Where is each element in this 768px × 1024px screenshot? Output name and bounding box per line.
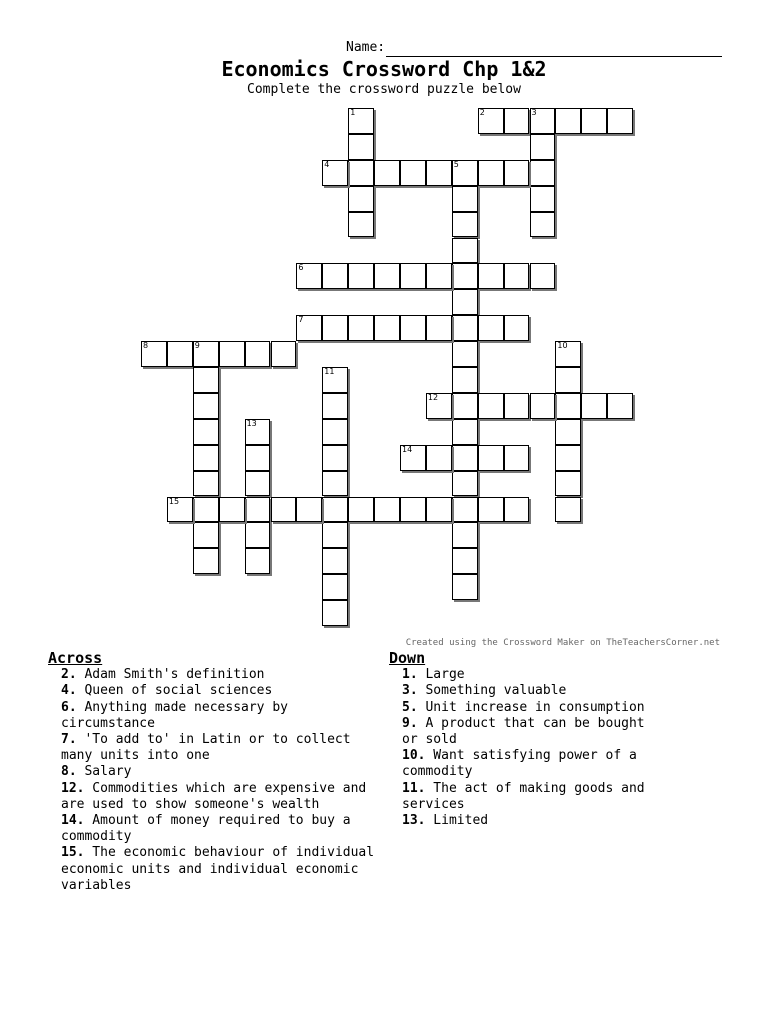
grid-cell[interactable] xyxy=(426,445,452,471)
grid-cell[interactable] xyxy=(452,289,478,315)
down-clue xyxy=(389,716,649,748)
clue-text: Something valuable xyxy=(417,683,567,699)
clue-number: 11. xyxy=(402,780,426,796)
grid-cell[interactable] xyxy=(322,263,348,289)
grid-cell[interactable] xyxy=(348,186,374,212)
grid-cell[interactable] xyxy=(504,160,530,186)
across-clue-list xyxy=(48,667,378,894)
grid-cell[interactable] xyxy=(322,497,348,523)
clue-number: 8. xyxy=(61,764,77,780)
grid-cell[interactable] xyxy=(348,212,374,238)
grid-cell[interactable] xyxy=(452,419,478,445)
grid-cell[interactable] xyxy=(400,315,426,341)
grid-cell[interactable] xyxy=(530,160,556,186)
grid-cell[interactable] xyxy=(374,497,400,523)
clue-number: 15. xyxy=(61,845,85,861)
cell-number: 6 xyxy=(298,263,304,273)
credit-text: Created using the Crossword Maker on TheTeachersCorner.net xyxy=(405,638,720,648)
across-clue xyxy=(48,732,378,764)
cell-number: 9 xyxy=(194,341,200,351)
grid-cell[interactable] xyxy=(581,393,607,419)
grid-cell[interactable] xyxy=(452,367,478,393)
grid-cell[interactable] xyxy=(607,393,633,419)
grid-cell[interactable] xyxy=(530,108,556,134)
clue-number: 5. xyxy=(402,699,418,715)
cell-number: 2 xyxy=(479,108,485,117)
clue-number: 4. xyxy=(61,683,77,699)
grid-cell[interactable] xyxy=(193,445,219,471)
cell-number: 13 xyxy=(246,418,257,428)
grid-cell[interactable] xyxy=(452,522,478,548)
grid-cell[interactable] xyxy=(400,263,426,289)
grid-cell[interactable] xyxy=(245,471,271,497)
across-clue xyxy=(48,667,378,683)
grid-cell[interactable] xyxy=(271,341,297,367)
cell-number: 7 xyxy=(298,315,304,325)
grid-cell[interactable] xyxy=(193,548,219,574)
grid-cell[interactable] xyxy=(296,263,322,289)
grid-cell[interactable] xyxy=(555,445,581,471)
grid-cell[interactable] xyxy=(607,108,633,134)
grid-cell[interactable] xyxy=(452,393,478,419)
grid-cell[interactable] xyxy=(478,108,504,134)
grid-cell[interactable] xyxy=(193,367,219,393)
grid-cell[interactable] xyxy=(555,108,581,134)
grid-cell[interactable] xyxy=(478,263,504,289)
grid-cell[interactable] xyxy=(348,160,374,186)
grid-cell[interactable] xyxy=(452,471,478,497)
clue-number: 7. xyxy=(61,732,77,748)
across-heading: Across xyxy=(48,649,103,667)
down-clues xyxy=(389,650,649,829)
across-clue xyxy=(48,683,378,699)
grid-cell[interactable] xyxy=(504,445,530,471)
grid-cell[interactable] xyxy=(245,341,271,367)
grid-cell[interactable] xyxy=(322,367,348,393)
grid-cell[interactable] xyxy=(245,522,271,548)
grid-cell[interactable] xyxy=(141,341,167,367)
grid-cell[interactable] xyxy=(193,497,219,523)
clue-text: 'To add to' in Latin or to collect many units into one xyxy=(61,732,351,764)
clue-text: Adam Smith's definition xyxy=(76,667,265,683)
clue-number: 1. xyxy=(402,667,418,683)
clue-text: Amount of money required to buy a commodity xyxy=(61,813,351,845)
clue-text: Queen of social sciences xyxy=(76,683,273,699)
clue-text: Anything made necessary by circumstance xyxy=(61,699,288,731)
across-clue xyxy=(48,813,378,845)
grid-cell[interactable] xyxy=(452,341,478,367)
grid-cell[interactable] xyxy=(322,522,348,548)
clue-text: Want satisfying power of a commodity xyxy=(402,748,637,780)
across-clues xyxy=(48,650,378,894)
grid-cell[interactable] xyxy=(271,497,297,523)
grid-cell[interactable] xyxy=(555,393,581,419)
grid-cell[interactable] xyxy=(193,522,219,548)
grid-cell[interactable] xyxy=(348,497,374,523)
grid-cell[interactable] xyxy=(296,315,322,341)
grid-cell[interactable] xyxy=(400,160,426,186)
grid-cell[interactable] xyxy=(348,108,374,134)
grid-cell[interactable] xyxy=(530,212,556,238)
down-clue xyxy=(389,700,649,716)
grid-cell[interactable] xyxy=(245,419,271,445)
down-clue xyxy=(389,813,649,829)
clue-text: A product that can be bought or sold xyxy=(402,715,645,748)
grid-cell[interactable] xyxy=(478,445,504,471)
grid-cell[interactable] xyxy=(374,263,400,289)
cell-number: 10 xyxy=(557,341,568,351)
grid-cell[interactable] xyxy=(348,315,374,341)
grid-cell[interactable] xyxy=(193,393,219,419)
grid-cell[interactable] xyxy=(426,315,452,341)
grid-cell[interactable] xyxy=(452,212,478,238)
grid-cell[interactable] xyxy=(504,393,530,419)
grid-cell[interactable] xyxy=(452,238,478,264)
grid-cell[interactable] xyxy=(504,497,530,523)
grid-cell[interactable] xyxy=(581,108,607,134)
page-title: Economics Crossword Chp 1&2 xyxy=(221,57,547,81)
grid-cell[interactable] xyxy=(530,393,556,419)
grid-cell[interactable] xyxy=(348,134,374,160)
grid-cell[interactable] xyxy=(245,548,271,574)
grid-cell[interactable] xyxy=(555,367,581,393)
clue-text: Salary xyxy=(76,764,132,780)
grid-cell[interactable] xyxy=(322,393,348,419)
clue-number: 6. xyxy=(61,699,77,715)
grid-cell[interactable] xyxy=(426,160,452,186)
grid-cell[interactable] xyxy=(504,315,530,341)
grid-cell[interactable] xyxy=(322,600,348,626)
grid-cell[interactable] xyxy=(193,471,219,497)
grid-cell[interactable] xyxy=(322,315,348,341)
grid-cell[interactable] xyxy=(478,315,504,341)
grid-cell[interactable] xyxy=(452,445,478,471)
cell-number: 11 xyxy=(324,367,335,376)
clue-number: 13. xyxy=(402,813,426,829)
grid-cell[interactable] xyxy=(478,393,504,419)
grid-cell[interactable] xyxy=(193,341,219,367)
cell-number: 3 xyxy=(531,108,537,117)
name-label: Name: xyxy=(346,40,386,55)
grid-cell[interactable] xyxy=(322,548,348,574)
grid-cell[interactable] xyxy=(322,574,348,600)
grid-cell[interactable] xyxy=(478,160,504,186)
down-clue xyxy=(389,683,649,699)
grid-cell[interactable] xyxy=(245,497,271,523)
grid-cell[interactable] xyxy=(504,108,530,134)
grid-cell[interactable] xyxy=(452,315,478,341)
clue-number: 3. xyxy=(402,683,418,699)
clue-text: Commodities which are expensive and are used to show someone's wealth xyxy=(61,780,367,812)
grid-cell[interactable] xyxy=(504,263,530,289)
cell-number: 4 xyxy=(324,159,330,169)
grid-cell[interactable] xyxy=(348,263,374,289)
clue-number: 10. xyxy=(402,748,426,764)
cell-number: 8 xyxy=(143,341,149,351)
cell-number: 15 xyxy=(168,496,180,506)
grid-cell[interactable] xyxy=(452,574,478,600)
grid-cell[interactable] xyxy=(452,263,478,289)
clue-text: Unit increase in consumption xyxy=(417,699,645,715)
cell-number: 1 xyxy=(350,108,356,117)
down-heading: Down xyxy=(389,649,426,667)
grid-cell[interactable] xyxy=(426,263,452,289)
down-clue xyxy=(389,667,649,683)
grid-cell[interactable] xyxy=(478,497,504,523)
grid-cell[interactable] xyxy=(322,471,348,497)
grid-cell[interactable] xyxy=(193,419,219,445)
clue-number: 2. xyxy=(61,667,77,683)
grid-cell[interactable] xyxy=(322,445,348,471)
grid-cell[interactable] xyxy=(322,160,348,186)
grid-cell[interactable] xyxy=(219,341,245,367)
grid-cell[interactable] xyxy=(530,263,556,289)
grid-cell[interactable] xyxy=(452,548,478,574)
grid-cell[interactable] xyxy=(374,315,400,341)
down-clue xyxy=(389,748,649,780)
grid-cell[interactable] xyxy=(245,445,271,471)
grid-cell[interactable] xyxy=(400,497,426,523)
clue-text: The economic behaviour of individual economic units and individual economic variables xyxy=(61,845,375,893)
down-clue xyxy=(389,781,649,813)
grid-cell[interactable] xyxy=(296,497,322,523)
grid-cell[interactable] xyxy=(219,497,245,523)
clue-text: Large xyxy=(417,667,465,683)
grid-cell[interactable] xyxy=(374,160,400,186)
grid-cell[interactable] xyxy=(530,134,556,160)
grid-cell[interactable] xyxy=(426,497,452,523)
across-clue xyxy=(48,764,378,780)
grid-cell[interactable] xyxy=(452,160,478,186)
grid-cell[interactable] xyxy=(426,393,452,419)
grid-cell[interactable] xyxy=(322,419,348,445)
clue-number: 14. xyxy=(61,813,85,829)
across-clue xyxy=(48,845,378,894)
clue-number: 12. xyxy=(61,780,85,796)
across-clue xyxy=(48,700,378,732)
clue-text: Limited xyxy=(425,813,489,829)
grid-cell[interactable] xyxy=(555,419,581,445)
grid-cell[interactable] xyxy=(530,186,556,212)
clue-number: 9. xyxy=(402,715,418,731)
grid-cell[interactable] xyxy=(167,497,193,523)
grid-cell[interactable] xyxy=(400,445,426,471)
grid-cell[interactable] xyxy=(555,497,581,523)
grid-cell[interactable] xyxy=(555,471,581,497)
clue-text: The act of making goods and services xyxy=(402,780,645,812)
down-clue-list xyxy=(389,667,649,829)
grid-cell[interactable] xyxy=(452,186,478,212)
grid-cell[interactable] xyxy=(167,341,193,367)
grid-cell[interactable] xyxy=(452,497,478,523)
cell-number: 12 xyxy=(427,392,439,402)
grid-cell[interactable] xyxy=(555,341,581,367)
cell-number: 14 xyxy=(402,444,413,454)
across-clue xyxy=(48,781,378,813)
cell-number: 5 xyxy=(453,159,459,169)
page-subtitle: Complete the crossword puzzle below xyxy=(247,82,521,97)
